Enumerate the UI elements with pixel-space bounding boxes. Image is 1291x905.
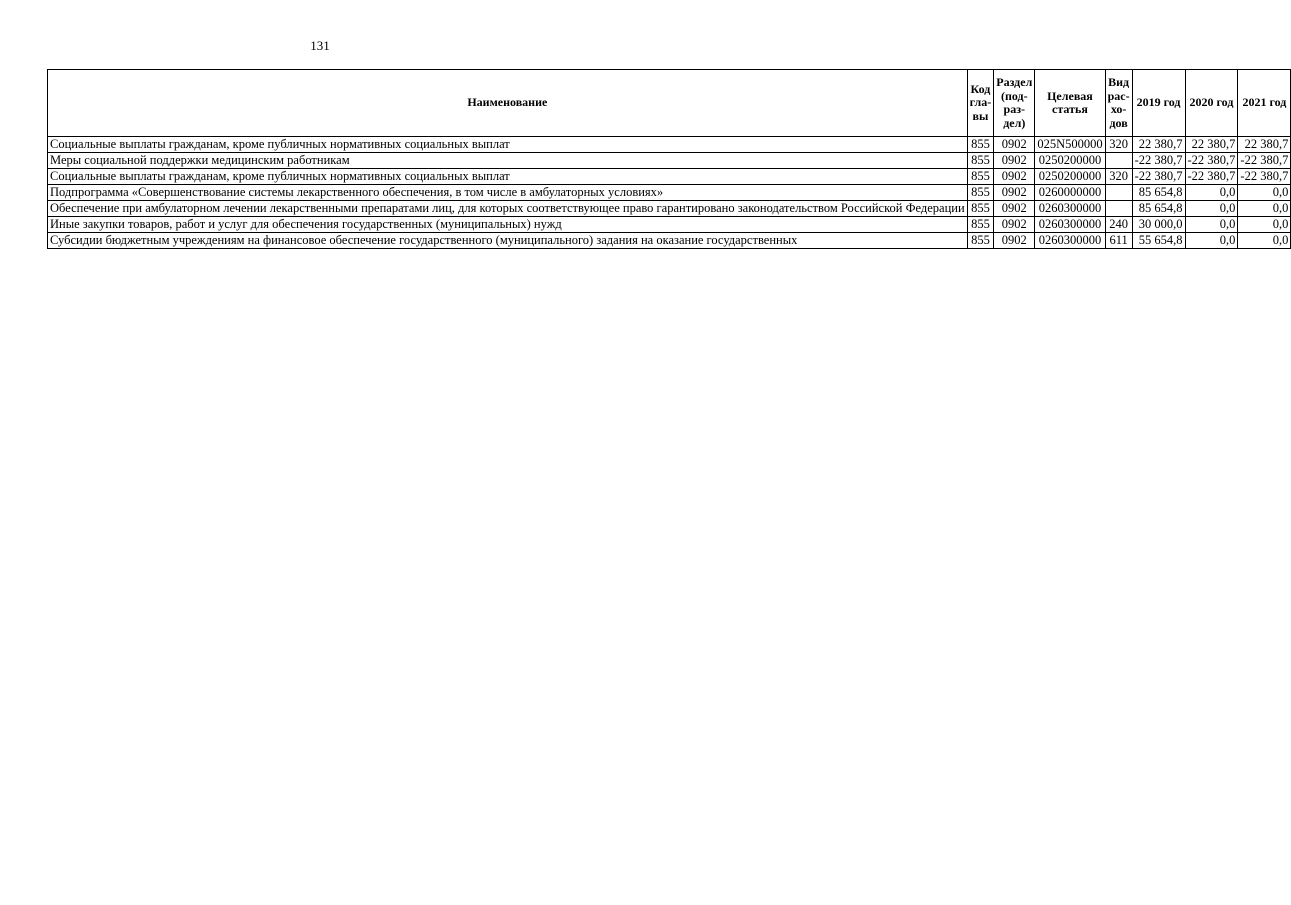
row-name: Меры социальной поддержки медицинским работникам xyxy=(48,153,968,169)
row-chapter: 855 xyxy=(967,201,994,217)
row-chapter: 855 xyxy=(967,217,994,233)
header-name: Наименование xyxy=(48,70,968,137)
row-section: 0902 xyxy=(994,201,1035,217)
row-section: 0902 xyxy=(994,233,1035,249)
row-2021: 0,0 xyxy=(1238,201,1291,217)
row-section: 0902 xyxy=(994,217,1035,233)
row-2021: -22 380,7 xyxy=(1238,153,1291,169)
row-2019: 85 654,8 xyxy=(1132,185,1185,201)
row-target: 0260300000 xyxy=(1035,201,1105,217)
row-expense: 611 xyxy=(1105,233,1132,249)
header-expense-type: Вид рас-хо-дов xyxy=(1105,70,1132,137)
header-chapter-code: Код гла-вы xyxy=(967,70,994,137)
row-2020: -22 380,7 xyxy=(1185,169,1238,185)
row-2020: -22 380,7 xyxy=(1185,153,1238,169)
row-section: 0902 xyxy=(994,153,1035,169)
row-2019: -22 380,7 xyxy=(1132,169,1185,185)
header-year-2019: 2019 год xyxy=(1132,70,1185,137)
row-target: 0250200000 xyxy=(1035,153,1105,169)
row-expense: 240 xyxy=(1105,217,1132,233)
row-chapter: 855 xyxy=(967,233,994,249)
row-target: 0260300000 xyxy=(1035,233,1105,249)
row-expense xyxy=(1105,201,1132,217)
row-target: 0250200000 xyxy=(1035,169,1105,185)
row-2019: 22 380,7 xyxy=(1132,137,1185,153)
row-2020: 0,0 xyxy=(1185,185,1238,201)
row-2019: -22 380,7 xyxy=(1132,153,1185,169)
row-section: 0902 xyxy=(994,185,1035,201)
row-expense: 320 xyxy=(1105,169,1132,185)
row-chapter: 855 xyxy=(967,185,994,201)
row-name: Подпрограмма «Совершенствование системы лекарственного обеспечения, в том числе в амбулаторных условиях» xyxy=(48,185,968,201)
row-target: 025N500000 xyxy=(1035,137,1105,153)
row-chapter: 855 xyxy=(967,153,994,169)
row-2021: -22 380,7 xyxy=(1238,169,1291,185)
row-target: 0260300000 xyxy=(1035,217,1105,233)
row-2020: 22 380,7 xyxy=(1185,137,1238,153)
row-target: 0260000000 xyxy=(1035,185,1105,201)
row-expense: 320 xyxy=(1105,137,1132,153)
budget-table xyxy=(47,69,1291,249)
row-2021: 0,0 xyxy=(1238,217,1291,233)
row-2021: 0,0 xyxy=(1238,233,1291,249)
row-2021: 0,0 xyxy=(1238,185,1291,201)
row-name: Иные закупки товаров, работ и услуг для обеспечения государственных (муниципальных) нужд xyxy=(48,217,968,233)
row-2019: 55 654,8 xyxy=(1132,233,1185,249)
table-row xyxy=(48,217,1291,233)
table-row xyxy=(48,185,1291,201)
row-name: Социальные выплаты гражданам, кроме публичных нормативных социальных выплат xyxy=(48,169,968,185)
row-section: 0902 xyxy=(994,169,1035,185)
row-name: Субсидии бюджетным учреждениям на финансовое обеспечение государственного (муниципального) задания на оказание государственных xyxy=(48,233,968,249)
header-target-article: Целевая статья xyxy=(1035,70,1105,137)
row-expense xyxy=(1105,153,1132,169)
row-name: Обеспечение при амбулаторном лечении лекарственными препаратами лиц, для которых соответствующее право гарантировано законодательством Российской Федерации xyxy=(48,201,968,217)
row-expense xyxy=(1105,185,1132,201)
row-2019: 85 654,8 xyxy=(1132,201,1185,217)
table-header-row xyxy=(48,70,1291,137)
table-row xyxy=(48,153,1291,169)
row-2019: 30 000,0 xyxy=(1132,217,1185,233)
row-2021: 22 380,7 xyxy=(1238,137,1291,153)
table-row xyxy=(48,233,1291,249)
row-2020: 0,0 xyxy=(1185,217,1238,233)
header-year-2020: 2020 год xyxy=(1185,70,1238,137)
row-section: 0902 xyxy=(994,137,1035,153)
row-chapter: 855 xyxy=(967,137,994,153)
table-row xyxy=(48,169,1291,185)
table-row xyxy=(48,201,1291,217)
row-2020: 0,0 xyxy=(1185,201,1238,217)
row-name: Социальные выплаты гражданам, кроме публичных нормативных социальных выплат xyxy=(48,137,968,153)
table-row xyxy=(48,137,1291,153)
page-number: 131 xyxy=(310,38,330,53)
header-year-2021: 2021 год xyxy=(1238,70,1291,137)
header-section: Раздел (под-раз-дел) xyxy=(994,70,1035,137)
row-chapter: 855 xyxy=(967,169,994,185)
row-2020: 0,0 xyxy=(1185,233,1238,249)
